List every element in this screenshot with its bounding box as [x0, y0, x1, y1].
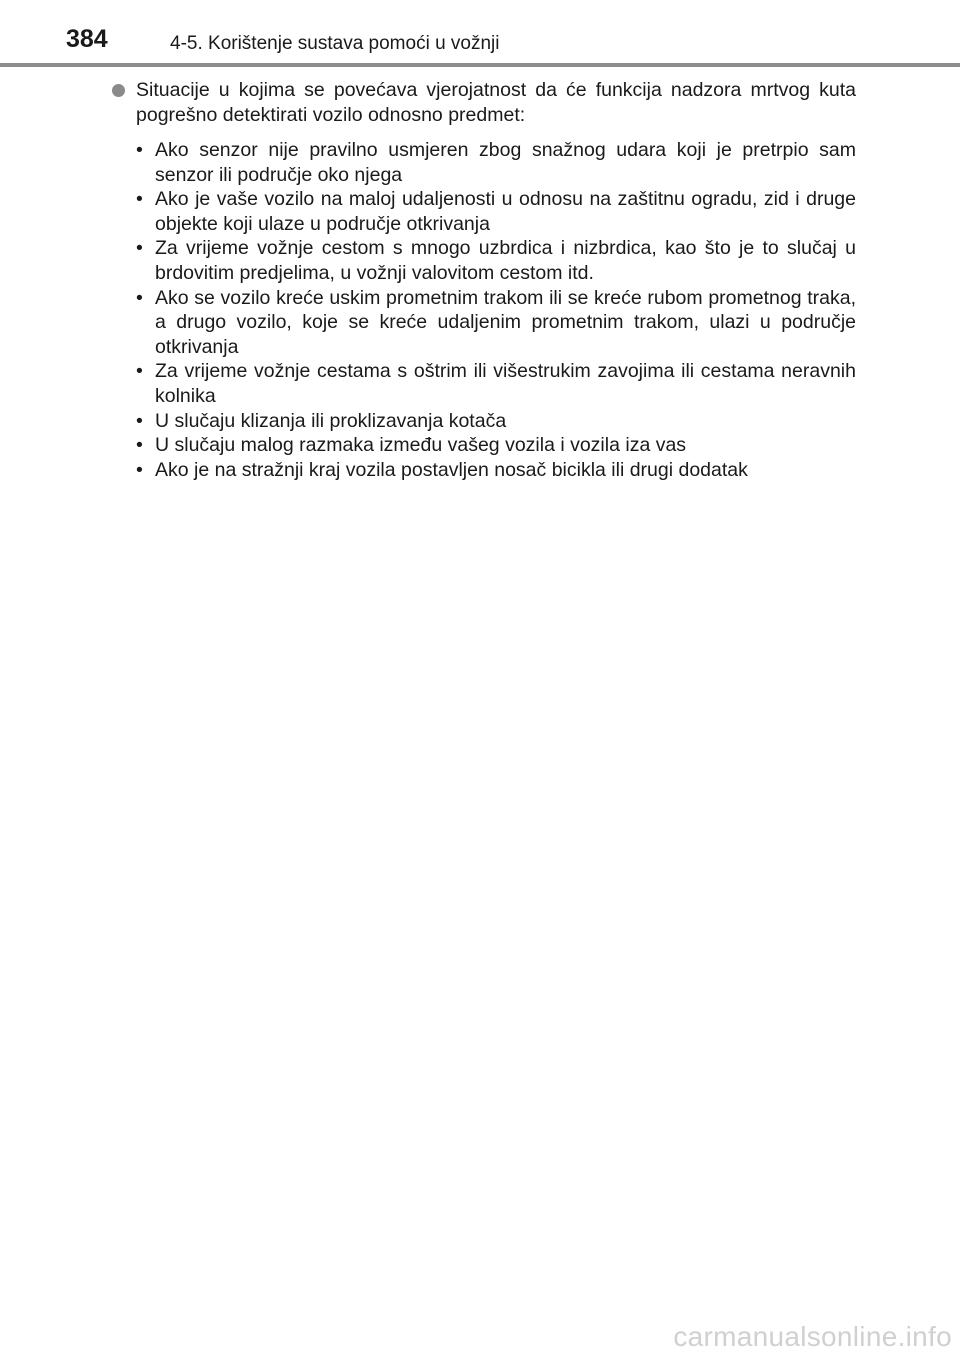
sub-list-item-text: Ako je vaše vozilo na maloj udaljenosti u odnosu na zaštitnu ogradu, zid i druge objekte koji ulaze u područje otkrivanja	[155, 188, 856, 235]
sub-list-item-text: Ako je na stražnji kraj vozila postavljen nosač bicikla ili drugi dodatak	[155, 458, 748, 481]
sub-list-item-text: U slučaju malog razmaka između vašeg vozila i vozila iza vas	[155, 434, 687, 457]
bullet-icon: •	[136, 188, 143, 211]
sub-list-item	[136, 138, 856, 187]
main-list-item-text: Situacije u kojima se povećava vjerojatnost da će funkcija nadzora mrtvog kuta pogrešno detektirati vozilo odnosno predmet:	[136, 79, 856, 126]
section-title: 4-5. Korištenje sustava pomoći u vožnji	[170, 33, 500, 54]
page-content	[110, 78, 856, 482]
sub-list-item-text: Ako se vozilo kreće uskim prometnim trakom ili se kreće rubom prometnog traka, a drugo vozilo, koje se kreće udaljenim prometnim trakom, ulazi u područje otkrivanja	[155, 286, 856, 358]
page-header	[0, 0, 960, 70]
sub-list-item-text: Za vrijeme vožnje cestama s oštrim ili višestrukim zavojima ili cestama neravnih kolnika	[155, 360, 856, 407]
bullet-icon: •	[136, 286, 143, 309]
sub-list-item	[136, 458, 856, 483]
sub-list-item	[136, 359, 856, 408]
site-watermark: carmanualsonline.info	[673, 1321, 952, 1352]
sub-list-item	[136, 236, 856, 285]
bullet-icon: •	[136, 409, 143, 432]
sub-list-item	[136, 187, 856, 236]
main-list-item	[110, 78, 856, 127]
bullet-icon: •	[136, 434, 143, 457]
sub-list-item	[136, 286, 856, 360]
sub-list-item-text: Za vrijeme vožnje cestom s mnogo uzbrdica i nizbrdica, kao što je to slučaj u brdovitim predjelima, u vožnji valovitom cestom itd.	[155, 237, 856, 284]
bullet-icon: •	[136, 237, 143, 260]
sub-list-item-text: U slučaju klizanja ili proklizavanja kotača	[155, 409, 507, 432]
page-number: 384	[66, 25, 108, 53]
sub-list-item-text: Ako senzor nije pravilno usmjeren zbog snažnog udara koji je pretrpio sam senzor ili područje oko njega	[155, 139, 856, 186]
sub-list	[110, 138, 856, 482]
bullet-icon: •	[136, 139, 143, 161]
round-bullet-icon	[112, 84, 125, 97]
sub-list-item	[136, 409, 856, 434]
bullet-icon: •	[136, 360, 143, 383]
header-divider	[0, 63, 960, 67]
bullet-icon: •	[136, 458, 143, 481]
sub-list-item	[136, 433, 856, 458]
